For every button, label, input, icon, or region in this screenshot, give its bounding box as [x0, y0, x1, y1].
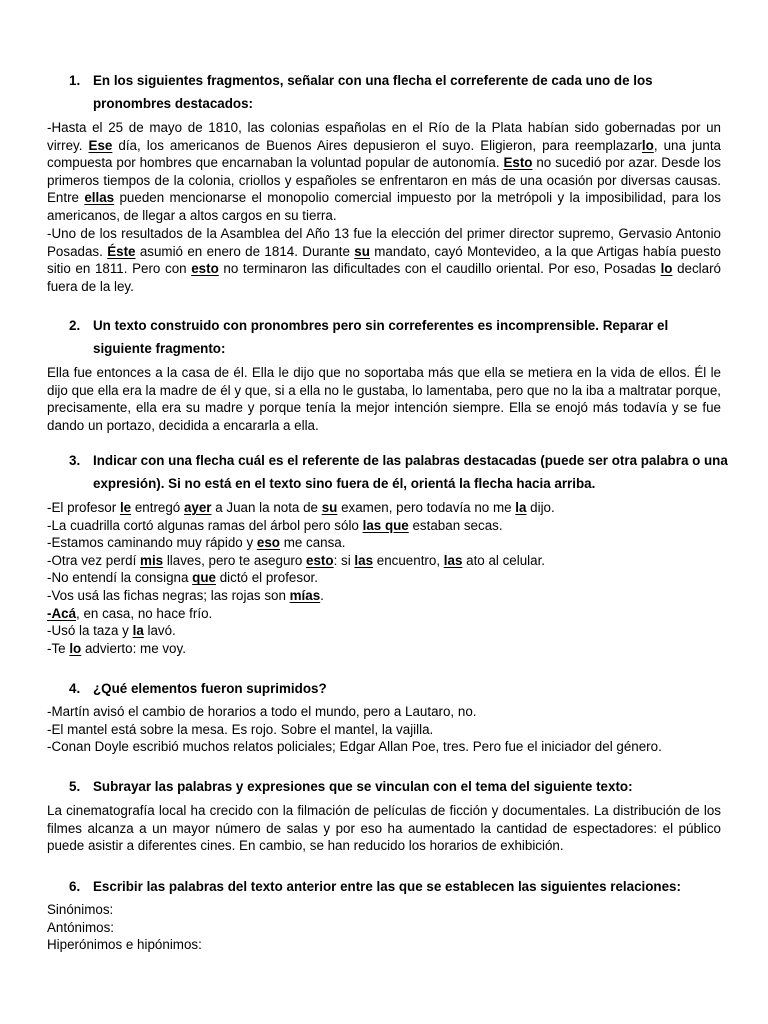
highlighted-word: mis	[140, 552, 164, 568]
text-segment: -Hasta el 25 de mayo de 1810, las colonias españolas en el Río de la Plata habían sido gobernadas por un virrey.	[47, 120, 721, 153]
section-title: Un texto construido con pronombres pero sin correferentes es incomprensible. Reparar el siguiente fragmento:	[93, 318, 669, 356]
section-number: 1.	[69, 73, 81, 88]
exercise-line	[47, 605, 737, 623]
text-segment: -No entendí la consigna	[47, 570, 193, 586]
highlighted-word: lo	[69, 640, 82, 656]
text-segment: no sucedió por azar. Desde los primeros tiempos de la colonia, criollos y españoles se enfrentaron en más de una ocasión por diversas causas. Entre	[47, 155, 721, 206]
text-line: -El mantel está sobre la mesa. Es rojo. Sobre el mantel, la vajilla.	[47, 721, 434, 737]
text-segment: día, los americanos de Buenos Aires depusieron el suyo. Eligieron, para reemplazar	[112, 137, 642, 153]
text-segment: -Te	[47, 640, 70, 656]
answer-line-sinonimos: Sinónimos:	[47, 902, 114, 917]
section-title: Indicar con una flecha cuál es el referente de las palabras destacadas (puede ser otra palabra o una expresión). Si no está en el texto sino fuera de él, orientá la flecha hacia arriba.	[93, 453, 728, 491]
text-segment: .	[320, 587, 324, 603]
section-title: Escribir las palabras del texto anterior entre las que se establecen las siguientes relaciones:	[93, 879, 681, 894]
section-number: 4.	[69, 681, 81, 696]
highlighted-word: mías	[289, 587, 321, 603]
section-2-paragraph: Ella fue entonces a la casa de él. Ella le dijo que no soportaba más que ella se metiera en la vida de ellos. Él le dijo que ella era la madre de él y que, si a ella no le gustaba, lo lamentaba, pero que no la iba a maltratar porque, precisamente, ella era su madre y porque tenía la mejor intención siempre. Ella se enojó más todavía y se fue dando un portazo, decidida a encararla a ella.	[47, 365, 721, 433]
text-segment: encuentro,	[373, 552, 444, 568]
exercise-line	[47, 517, 737, 535]
text-segment: entregó	[131, 500, 184, 515]
text-segment: a Juan la nota de	[211, 500, 322, 515]
highlighted-word: Esto	[503, 155, 533, 171]
section-2-heading	[69, 315, 729, 360]
section-title: En los siguientes fragmentos, señalar con una flecha el correferente de cada uno de los pronombres destacados:	[93, 73, 653, 111]
section-6-lines	[47, 901, 737, 954]
text-segment: , una junta compuesta por hombres que encarnaban la voluntad popular de autonomía.	[47, 137, 721, 171]
highlighted-word: la	[132, 623, 144, 639]
text-segment: -Otra vez perdí	[47, 552, 141, 568]
text-segment: ato al celular.	[462, 552, 546, 568]
text-segment: llaves, pero te aseguro	[163, 552, 307, 568]
highlighted-word: las	[354, 552, 374, 568]
text-segment: examen, pero todavía no me	[337, 500, 516, 515]
exercise-line	[47, 640, 737, 658]
section-3-lines	[47, 499, 737, 657]
highlighted-word: ayer	[183, 500, 212, 515]
section-1-fragment-2	[47, 225, 721, 295]
highlighted-word: le	[119, 500, 132, 515]
text-segment: -Estamos caminando muy rápido y	[47, 535, 257, 551]
text-segment: advierto: me voy.	[81, 640, 186, 656]
text-line: -Martín avisó el cambio de horarios a todo el mundo, pero a Lautaro, no.	[47, 704, 477, 719]
highlighted-word: eso	[256, 535, 280, 551]
text-segment: : si	[333, 552, 355, 568]
text-segment: dictó el profesor.	[215, 570, 318, 586]
highlighted-word: las	[443, 552, 463, 568]
section-5-paragraph: La cinematografía local ha crecido con la filmación de películas de ficción y documentales. La distribución de los filmes alcanza a un mayor número de salas y por eso ha aumentado la cantidad de espectadores: el público puede asistir a diferentes cines. En cambio, se han reducido los horarios de exhibición.	[47, 803, 721, 854]
section-3-heading	[69, 450, 729, 495]
text-segment: declaró fuera de la ley.	[47, 261, 722, 294]
highlighted-word: su	[321, 500, 338, 515]
exercise-line	[47, 534, 737, 552]
section-number: 3.	[69, 453, 81, 468]
section-title: Subrayar las palabras y expresiones que se vinculan con el tema del siguiente texto:	[93, 779, 633, 794]
text-segment: asumió en enero de 1814. Durante	[135, 243, 355, 259]
highlighted-word: que	[192, 570, 216, 586]
highlighted-word: esto	[306, 552, 334, 568]
text-segment: , en casa, no hace frío.	[76, 605, 213, 621]
section-1-heading	[69, 70, 729, 115]
text-line: -Conan Doyle escribió muchos relatos policiales; Edgar Allan Poe, tres. Pero fue el iniciador del género.	[47, 739, 662, 755]
text-segment: mandato, cayó Montevideo, a la que Artigas había puesto sitio en 1811. Pero con	[47, 243, 721, 277]
exercise-line	[47, 569, 737, 587]
section-6-heading	[69, 876, 729, 899]
text-segment: estaban secas.	[408, 517, 503, 533]
section-4-lines	[47, 703, 737, 756]
text-segment: no terminaron las dificultades con el caudillo oriental. Por eso, Posadas	[218, 261, 661, 277]
section-number: 2.	[69, 318, 81, 333]
section-1-fragment-1	[47, 119, 721, 225]
exercise-line	[47, 622, 737, 640]
section-number: 5.	[69, 779, 81, 794]
section-4-heading	[69, 678, 729, 701]
highlighted-word: su	[354, 243, 370, 259]
highlighted-word: lo	[660, 261, 673, 277]
highlighted-word: Ese	[88, 137, 113, 153]
text-segment: -El profesor	[47, 500, 120, 515]
text-segment: -Usó la taza y	[47, 623, 133, 639]
answer-line-hiperonimos: Hiperónimos e hipónimos:	[47, 937, 202, 953]
answer-line-antonimos: Antónimos:	[47, 919, 114, 935]
highlighted-word: las que	[362, 517, 409, 533]
text-segment: lavó.	[143, 623, 176, 639]
section-title: ¿Qué elementos fueron suprimidos?	[93, 681, 327, 696]
highlighted-word: lo	[641, 137, 654, 153]
highlighted-word: -Acá	[47, 605, 77, 621]
text-segment: -La cuadrilla cortó algunas ramas del árbol pero sólo	[47, 517, 363, 533]
highlighted-word: ellas	[84, 190, 115, 206]
text-segment: me cansa.	[279, 535, 346, 551]
exercise-line	[47, 587, 737, 605]
exercise-line	[47, 499, 737, 517]
text-segment: pueden mencionarse el monopolio comercial impuesto por la metrópoli y la imposibilidad, para los americanos, de llegar a altos cargos en su tierra.	[47, 190, 721, 223]
text-segment: dijo.	[526, 500, 555, 515]
highlighted-word: la	[515, 500, 527, 515]
text-segment: -Vos usá las fichas negras; las rojas son	[47, 587, 290, 603]
highlighted-word: esto	[191, 261, 219, 277]
exercise-line	[47, 552, 737, 570]
section-number: 6.	[69, 879, 81, 894]
section-5-heading	[69, 776, 729, 799]
highlighted-word: Éste	[107, 243, 136, 259]
text-segment: -Uno de los resultados de la Asamblea del Año 13 fue la elección del primer director supremo, Gervasio Antonio Posadas.	[47, 226, 721, 259]
